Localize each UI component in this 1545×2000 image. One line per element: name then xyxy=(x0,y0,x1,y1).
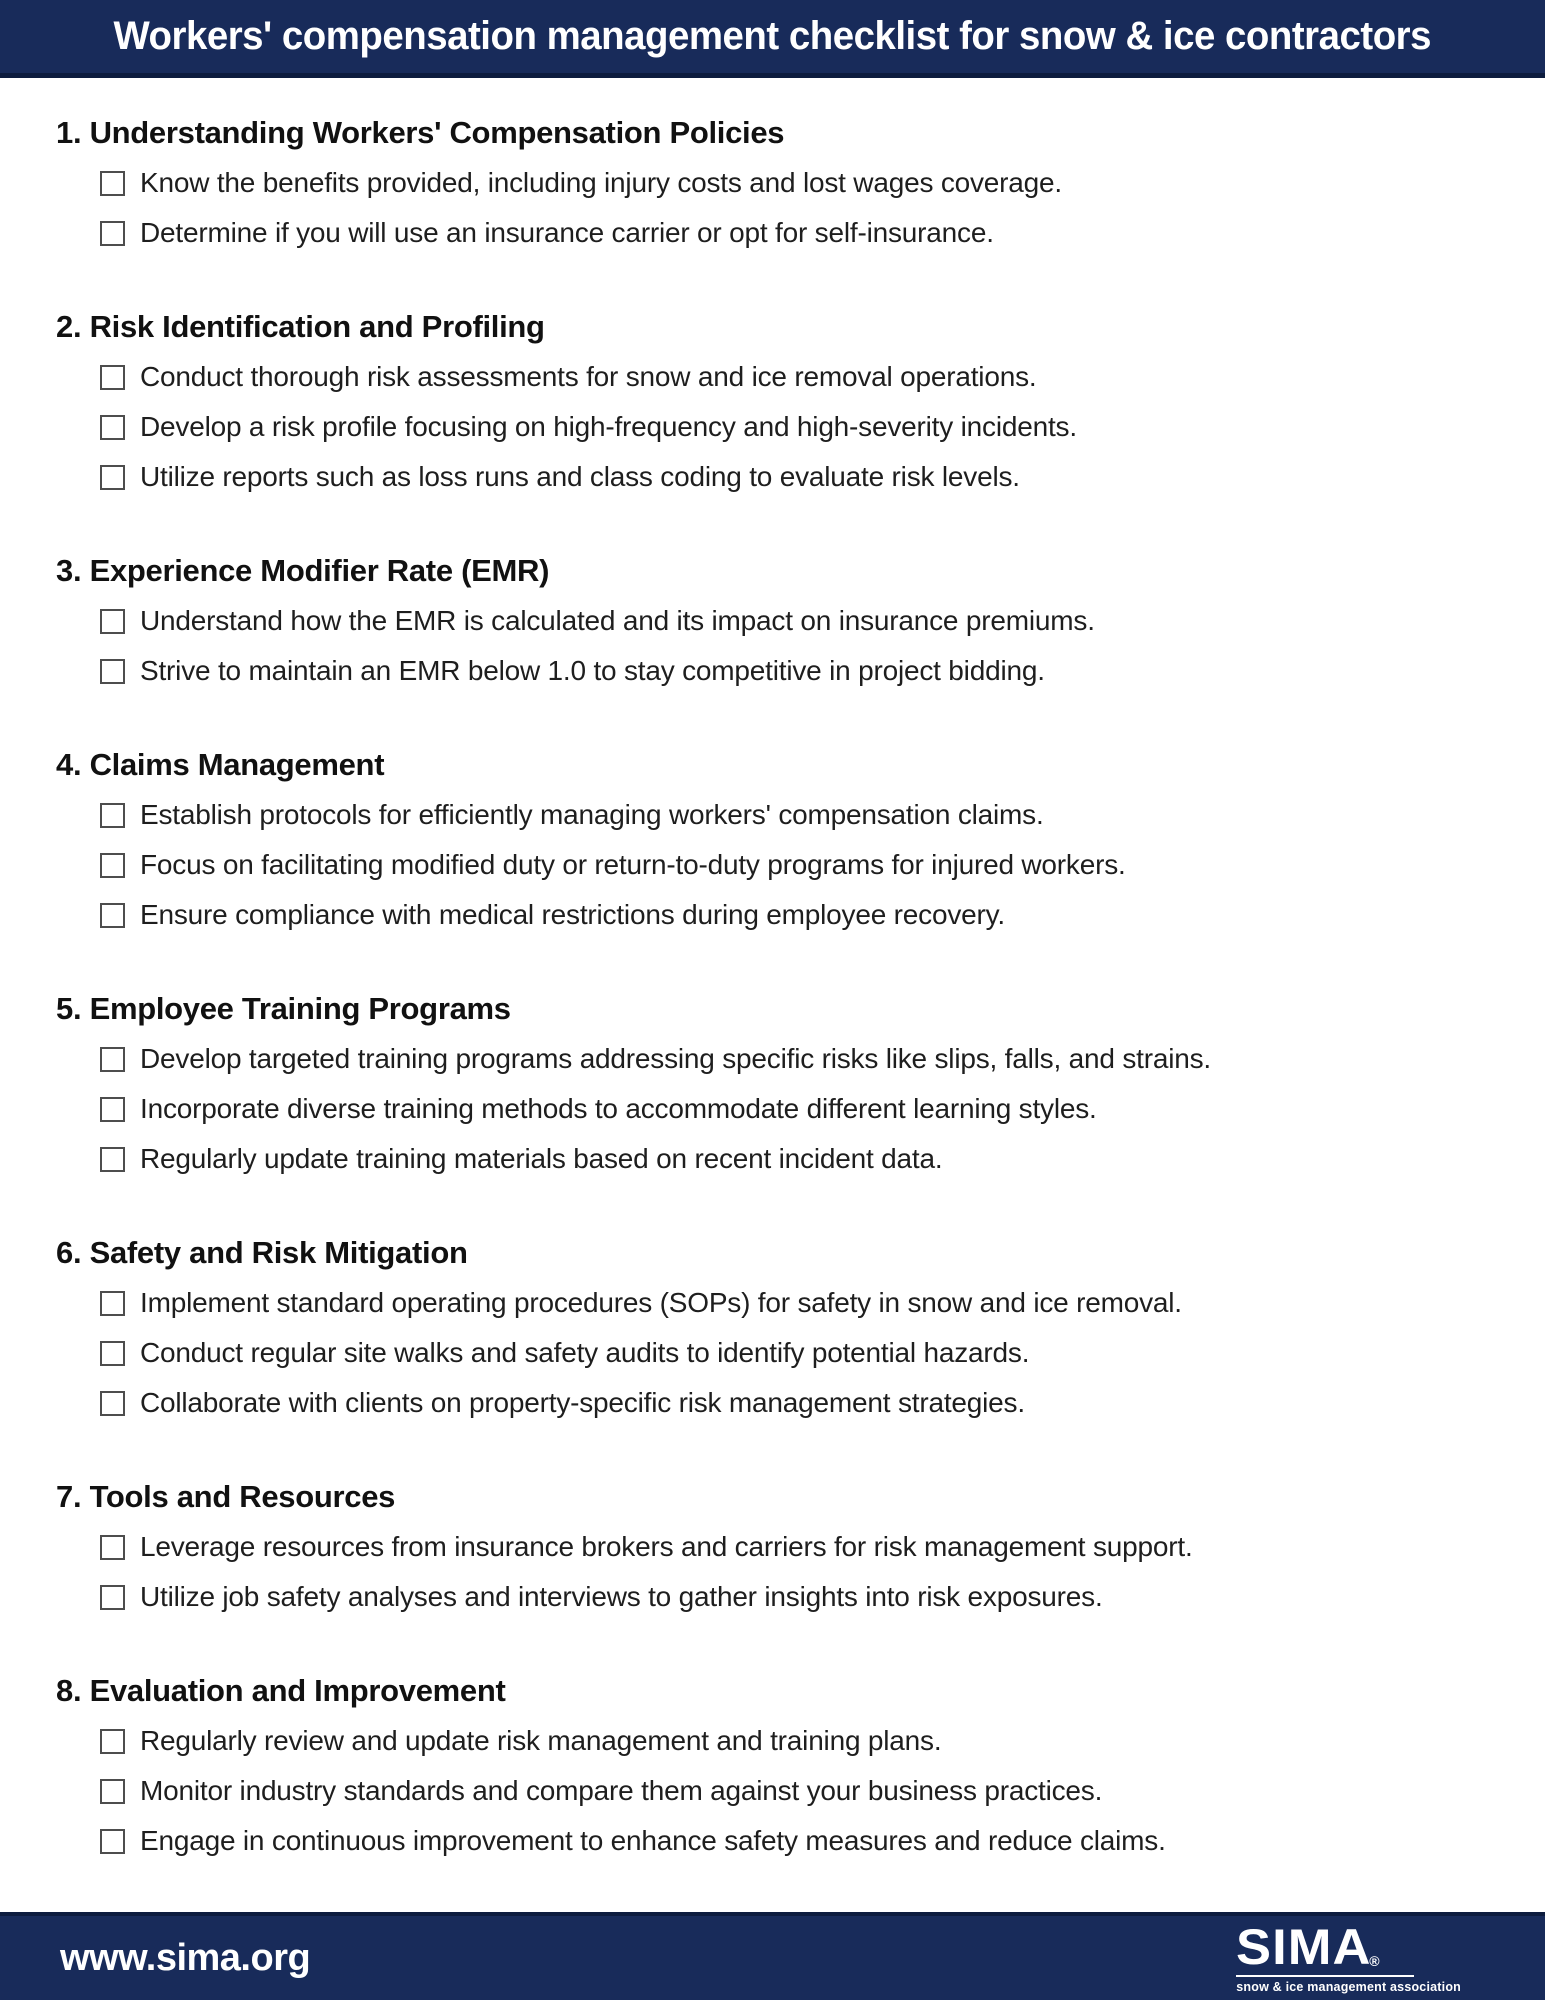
checklist-item xyxy=(56,1572,1489,1622)
checkbox[interactable] xyxy=(100,903,125,928)
section xyxy=(56,984,1489,1184)
section xyxy=(56,740,1489,940)
item-label: Incorporate diverse training methods to accommodate different learning styles. xyxy=(140,1093,1097,1124)
section-heading: 6. Safety and Risk Mitigation xyxy=(56,1235,468,1270)
sima-logo xyxy=(1236,1918,1461,1994)
item-label: Conduct regular site walks and safety audits to identify potential hazards. xyxy=(140,1337,1030,1368)
section xyxy=(56,1228,1489,1428)
checklist-item xyxy=(56,1278,1489,1328)
section-heading: 7. Tools and Resources xyxy=(56,1479,396,1514)
checkbox[interactable] xyxy=(100,1047,125,1072)
item-label: Monitor industry standards and compare them against your business practices. xyxy=(140,1775,1103,1806)
checkbox[interactable] xyxy=(100,1729,125,1754)
item-label: Engage in continuous improvement to enhance safety measures and reduce claims. xyxy=(140,1825,1166,1856)
checkbox[interactable] xyxy=(100,1779,125,1804)
sima-tagline: snow & ice management association xyxy=(1236,1979,1461,1994)
checkbox[interactable] xyxy=(100,1585,125,1610)
header-bar xyxy=(0,0,1545,78)
checklist-item xyxy=(56,596,1489,646)
item-label: Focus on facilitating modified duty or return-to-duty programs for injured workers. xyxy=(140,849,1126,880)
checklist-item xyxy=(56,352,1489,402)
section-heading: 4. Claims Management xyxy=(56,747,385,782)
checklist-item xyxy=(56,1766,1489,1816)
section xyxy=(56,1666,1489,1866)
checkbox[interactable] xyxy=(100,221,125,246)
checklist-item xyxy=(56,452,1489,502)
checkbox[interactable] xyxy=(100,171,125,196)
section-heading: 2. Risk Identification and Profiling xyxy=(56,309,545,344)
page-title: Workers' compensation management checklist for snow & ice contractors xyxy=(113,14,1432,58)
checklist-item xyxy=(56,646,1489,696)
item-label: Leverage resources from insurance brokers and carriers for risk management support. xyxy=(140,1531,1193,1562)
checklist-item xyxy=(56,402,1489,452)
checkbox[interactable] xyxy=(100,1341,125,1366)
checklist-item xyxy=(56,208,1489,258)
item-label: Ensure compliance with medical restrictions during employee recovery. xyxy=(140,899,1005,930)
item-label: Establish protocols for efficiently managing workers' compensation claims. xyxy=(140,799,1044,830)
checklist-item xyxy=(56,1328,1489,1378)
item-label: Implement standard operating procedures (SOPs) for safety in snow and ice removal. xyxy=(140,1287,1182,1318)
checklist-item xyxy=(56,1134,1489,1184)
item-label: Develop targeted training programs addressing specific risks like slips, falls, and strains. xyxy=(140,1043,1211,1074)
item-label: Utilize reports such as loss runs and class coding to evaluate risk levels. xyxy=(140,461,1020,492)
checkbox[interactable] xyxy=(100,1391,125,1416)
section-heading: 8. Evaluation and Improvement xyxy=(56,1673,506,1708)
checkbox[interactable] xyxy=(100,365,125,390)
checklist-item xyxy=(56,158,1489,208)
checklist-item xyxy=(56,790,1489,840)
item-label: Understand how the EMR is calculated and its impact on insurance premiums. xyxy=(140,605,1095,636)
website-url-link[interactable]: www.sima.org xyxy=(60,1936,311,1979)
checkbox[interactable] xyxy=(100,1291,125,1316)
checkbox[interactable] xyxy=(100,1147,125,1172)
item-label: Collaborate with clients on property-specific risk management strategies. xyxy=(140,1387,1025,1418)
sima-wordmark: SIMA xyxy=(1236,1918,1372,1975)
checklist-item xyxy=(56,1378,1489,1428)
checklist-item xyxy=(56,1522,1489,1572)
checklist-item xyxy=(56,1716,1489,1766)
checklist-item xyxy=(56,1034,1489,1084)
checkbox[interactable] xyxy=(100,803,125,828)
checkbox[interactable] xyxy=(100,609,125,634)
section-heading: 5. Employee Training Programs xyxy=(56,991,511,1026)
item-label: Utilize job safety analyses and interviews to gather insights into risk exposures. xyxy=(140,1581,1103,1612)
section xyxy=(56,302,1489,502)
item-label: Regularly update training materials based on recent incident data. xyxy=(140,1143,943,1174)
checklist xyxy=(0,78,1545,1866)
checklist-item xyxy=(56,890,1489,940)
section xyxy=(56,1472,1489,1622)
checklist-item xyxy=(56,1816,1489,1866)
logo-divider xyxy=(1236,1975,1414,1977)
section xyxy=(56,108,1489,258)
item-label: Regularly review and update risk management and training plans. xyxy=(140,1725,942,1756)
registered-trademark-icon: ® xyxy=(1369,1952,1380,1969)
item-label: Know the benefits provided, including injury costs and lost wages coverage. xyxy=(140,167,1062,198)
section-heading: 3. Experience Modifier Rate (EMR) xyxy=(56,553,550,588)
section-heading: 1. Understanding Workers' Compensation Policies xyxy=(56,115,785,150)
checkbox[interactable] xyxy=(100,853,125,878)
checkbox[interactable] xyxy=(100,1535,125,1560)
checkbox[interactable] xyxy=(100,415,125,440)
checkbox[interactable] xyxy=(100,659,125,684)
checklist-item xyxy=(56,840,1489,890)
checkbox[interactable] xyxy=(100,1829,125,1854)
item-label: Strive to maintain an EMR below 1.0 to stay competitive in project bidding. xyxy=(140,655,1045,686)
item-label: Determine if you will use an insurance carrier or opt for self-insurance. xyxy=(140,217,994,248)
item-label: Conduct thorough risk assessments for snow and ice removal operations. xyxy=(140,361,1037,392)
section xyxy=(56,546,1489,696)
checkbox[interactable] xyxy=(100,465,125,490)
checkbox[interactable] xyxy=(100,1097,125,1122)
checklist-item xyxy=(56,1084,1489,1134)
item-label: Develop a risk profile focusing on high-frequency and high-severity incidents. xyxy=(140,411,1077,442)
footer-bar xyxy=(0,1912,1545,2000)
